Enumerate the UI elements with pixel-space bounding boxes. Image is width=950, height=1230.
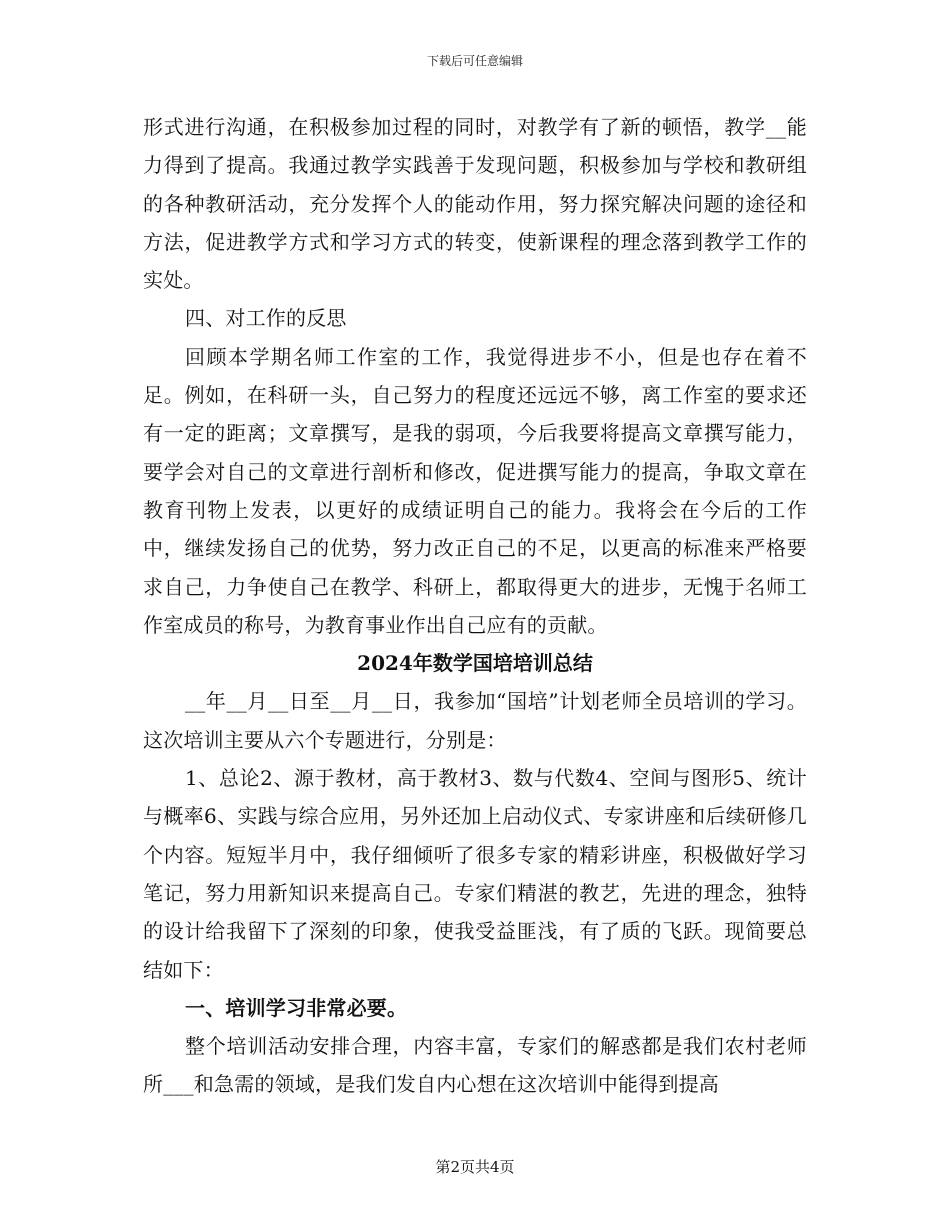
- document-title: 2024年数学国培培训总结: [357, 651, 593, 676]
- heading-reflection: 四、对工作的反思: [185, 306, 347, 331]
- page-number: 第2页共4页: [435, 1158, 515, 1176]
- paragraph-communication: 形式进行沟通，在积极参加过程的同时，对教学有了新的顿悟，教学__能力得到了提高。我通过教学实践善于发现问题，积极参加与学校和教研组的各种教研活动，充分发挥个人的能动作用，努力探究解决问题的途径和方法，促进教学方式和学习方式的转变，使新课程的理念落到教学工作的实处。: [143, 115, 807, 293]
- paragraph-intro: __年__月__日至__月__日，我参加“国培”计划老师全员培训的学习。这次培训主要从六个专题进行，分别是：: [143, 689, 807, 752]
- heading-training-necessity: 一、培训学习非常必要。: [185, 995, 408, 1020]
- page-header: 下载后可任意编辑: [426, 54, 523, 68]
- document-body: [143, 108, 807, 1104]
- paragraph-necessity: 整个培训活动安排合理，内容丰富，专家们的解惑都是我们农村老师所___和急需的领域，是我们发自内心想在这次培训中能得到提高: [143, 1034, 807, 1097]
- paragraph-topics: 1、总论2、源于教材，高于教材3、数与代数4、空间与图形5、统计与概率6、实践与综合应用，另外还加上启动仪式、专家讲座和后续研修几个内容。短短半月中，我仔细倾听了很多专家的精彩讲座，积极做好学习笔记，努力用新知识来提高自己。专家们精湛的教艺，先进的理念，独特的设计给我留下了深刻的印象，使我受益匪浅，有了质的飞跃。现简要总结如下：: [143, 766, 807, 982]
- paragraph-reflection: 回顾本学期名师工作室的工作，我觉得进步不小，但是也存在着不足。例如，在科研一头，自己努力的程度还远远不够，离工作室的要求还有一定的距离；文章撰写，是我的弱项，今后我要将提高文章撰写能力，要学会对自己的文章进行剖析和修改，促进撰写能力的提高，争取文章在教育刊物上发表，以更好的成绩证明自己的能力。我将会在今后的工作中，继续发扬自己的优势，努力改正自己的不足，以更高的标准来严格要求自己，力争使自己在教学、科研上，都取得更大的进步，无愧于名师工作室成员的称号，为教育事业作出自己应有的贡献。: [143, 344, 807, 637]
